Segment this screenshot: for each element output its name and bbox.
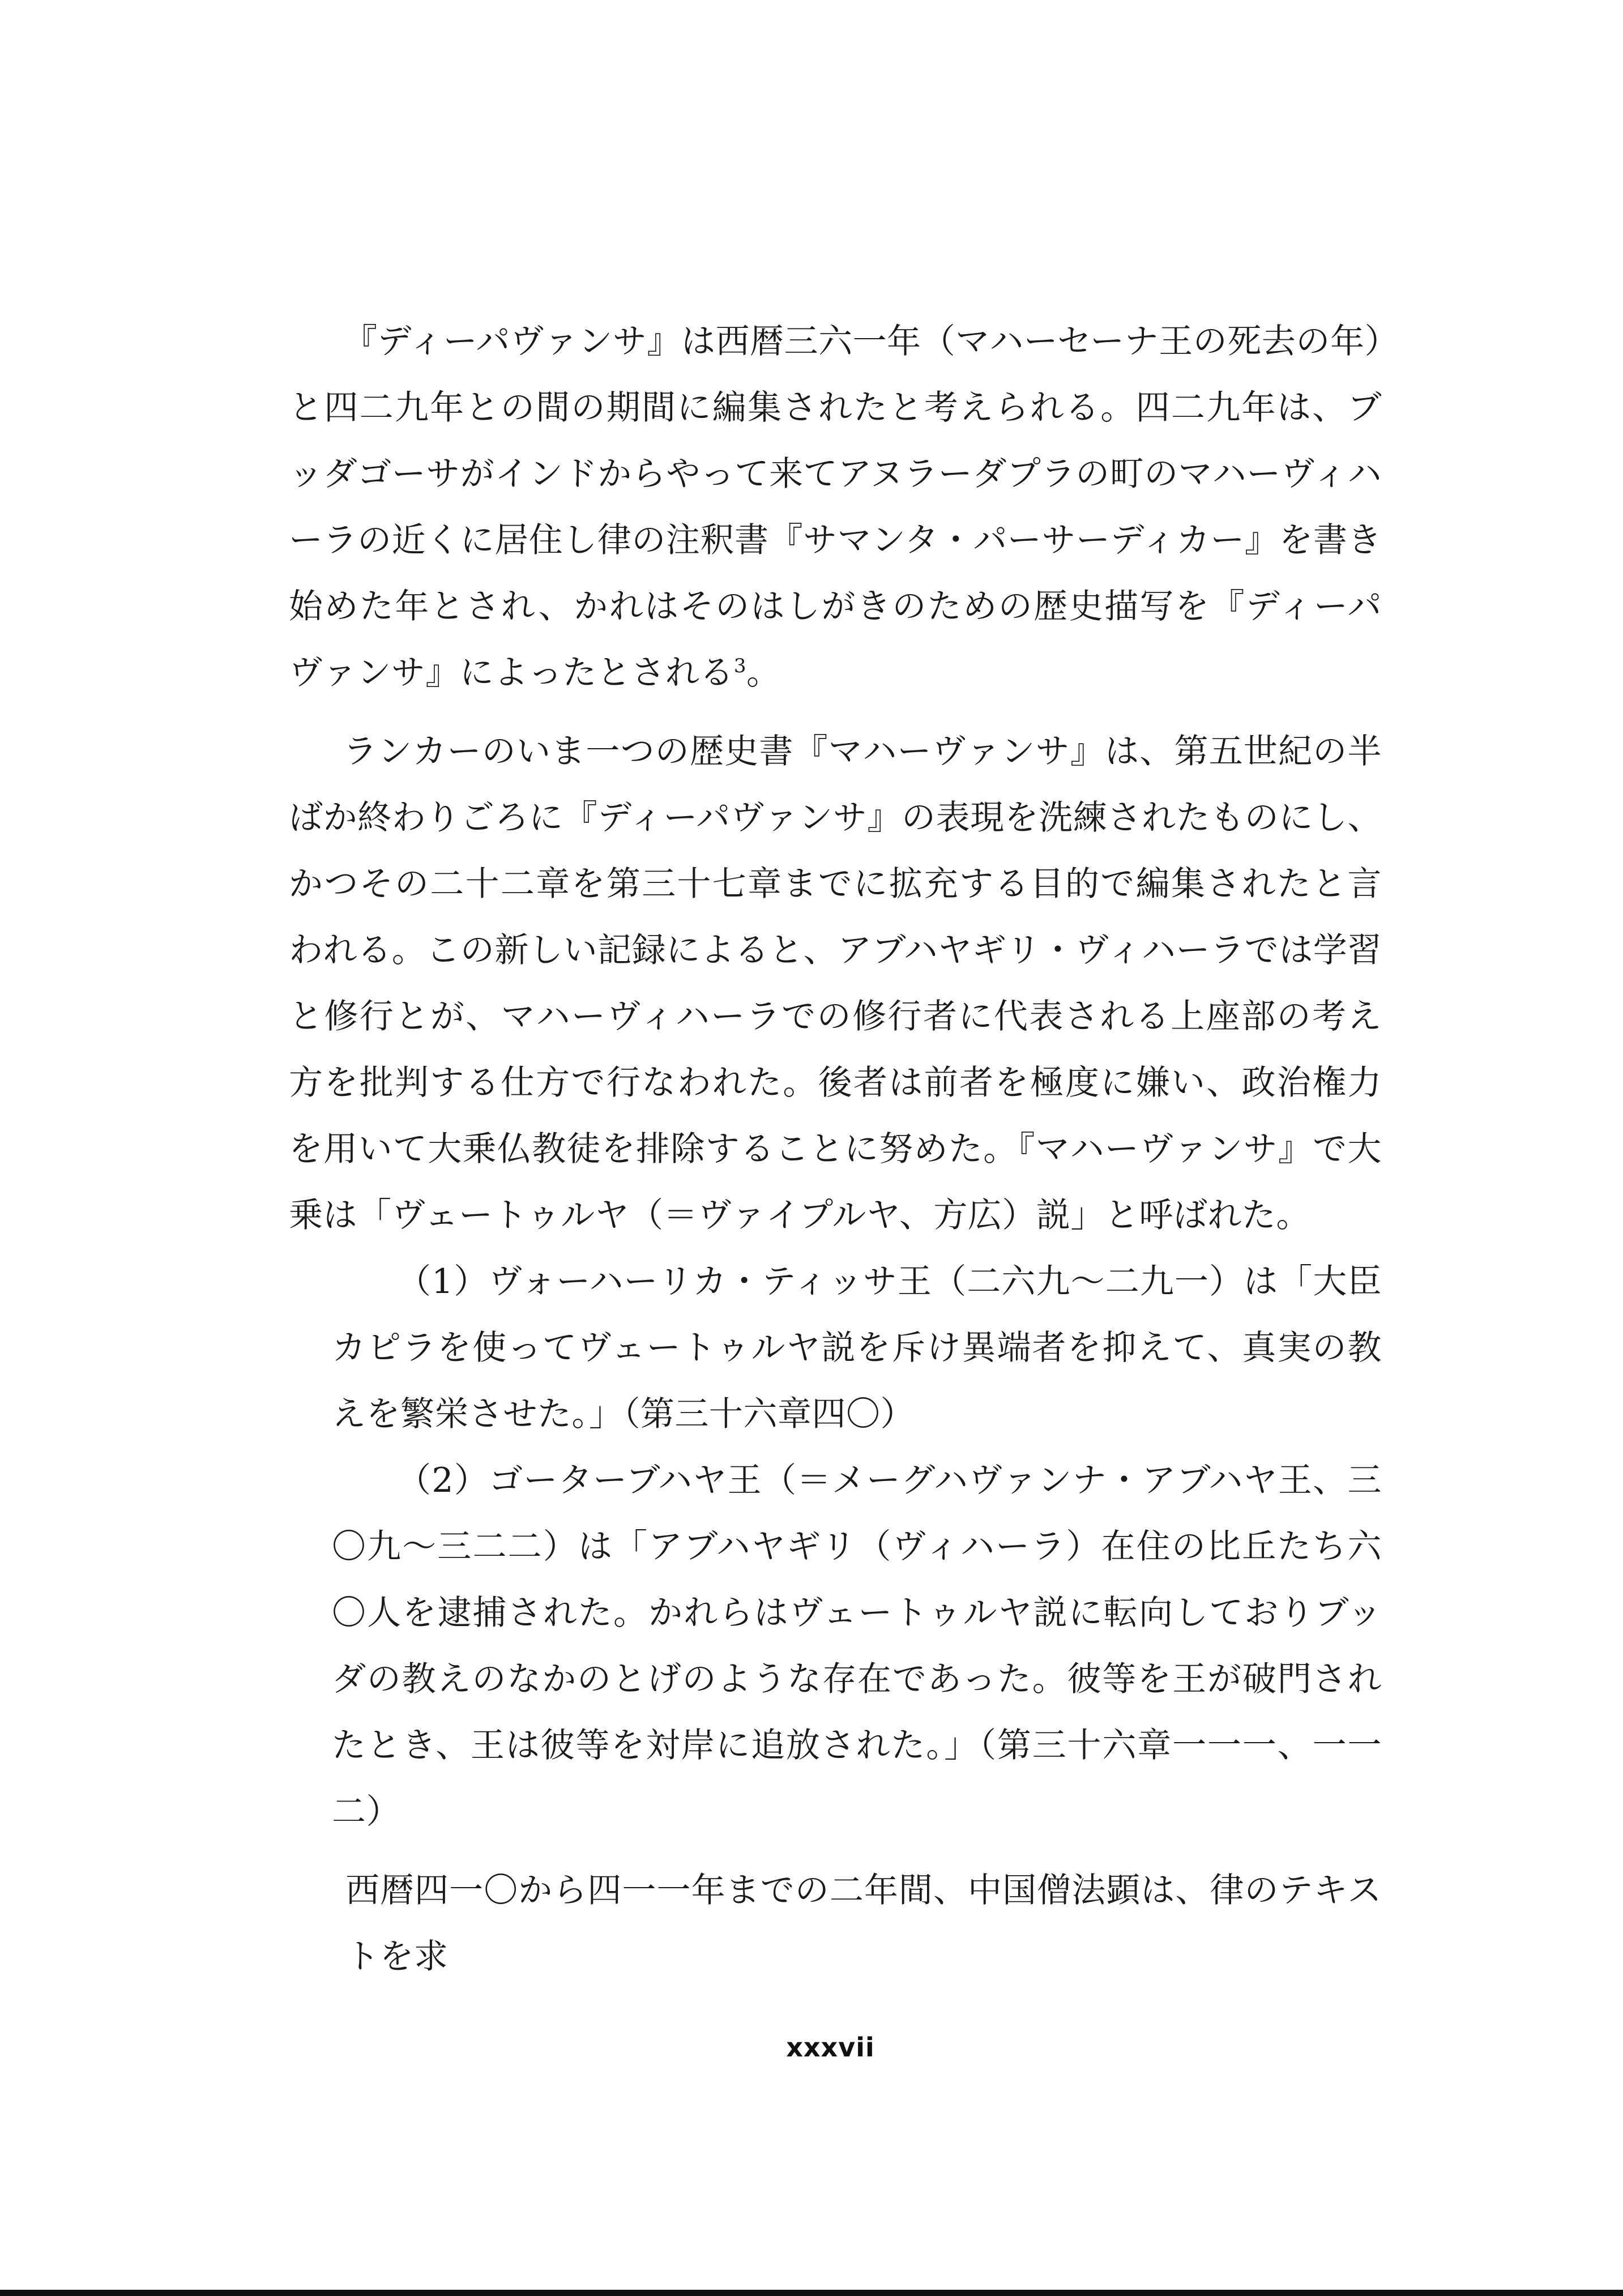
quote-item-2: （2）ゴーターブハヤ王（＝メーグハヴァンナ・アブハヤ王、三〇九〜三二二）は「アブハヤギリ（ヴィハーラ）在住の比丘たち六〇人を逮捕された。かれらはヴェートゥルヤ説に転向しておりブッダの教えのなかのとげのような存在であった。彼等を王が破門されたとき、王は彼等を対岸に追放された。」（第三十六章一一一、一一二） [332, 1461, 1382, 1832]
body-text [289, 309, 1382, 1990]
footnote-marker: 3 [733, 655, 747, 677]
bottom-border [0, 2290, 1623, 2296]
paragraph-dipavamsa [289, 309, 1382, 706]
page-number: xxxvii [786, 2032, 875, 2063]
paragraph-mahavamsa: ランカーのいま一つの歴史書『マハーヴァンサ』は、第五世紀の半ばか終わりごろに『ディーパヴァンサ』の表現を洗練されたものにし、かつその二十二章を第三十七章までに拡充する目的で編集されたと言われる。この新しい記録によると、アブハヤギリ・ヴィハーラでは学習と修行とが、マハーヴィハーラでの修行者に代表される上座部の考え方を批判する仕方で行なわれた。後者は前者を極度に嫌い、政治権力を用いて大乗仏教徒を排除することに努めた。『マハーヴァンサ』で大乗は「ヴェートゥルヤ（＝ヴァイプルヤ、方広）説」と呼ばれた。 [289, 732, 1382, 1235]
quote-item-1: （1）ヴォーハーリカ・ティッサ王（二六九〜二九一）は「大臣カピラを使ってヴェートゥルヤ説を斥け異端者を抑えて、真実の教えを繁栄させた。」（第三十六章四〇） [332, 1262, 1382, 1434]
paragraph-faxian: 西暦四一〇から四一一年までの二年間、中国僧法顕は、律のテキストを求 [345, 1871, 1382, 1977]
paragraph-text: 『ディーパヴァンサ』は西暦三六一年（マハーセーナ王の死去の年）と四二九年との間の期間に編集されたと考えられる。四二九年は、ブッダゴーサがインドからやって来てアヌラーダプラの町のマハーヴィハーラの近くに居住し律の注釈書『サマンタ・パーサーディカー』を書き始めた年とされ、かれはそのはしがきのための歴史描写を『ディーパヴァンサ』によったとされる [289, 322, 1382, 693]
paragraph-end: 。 [746, 653, 781, 693]
